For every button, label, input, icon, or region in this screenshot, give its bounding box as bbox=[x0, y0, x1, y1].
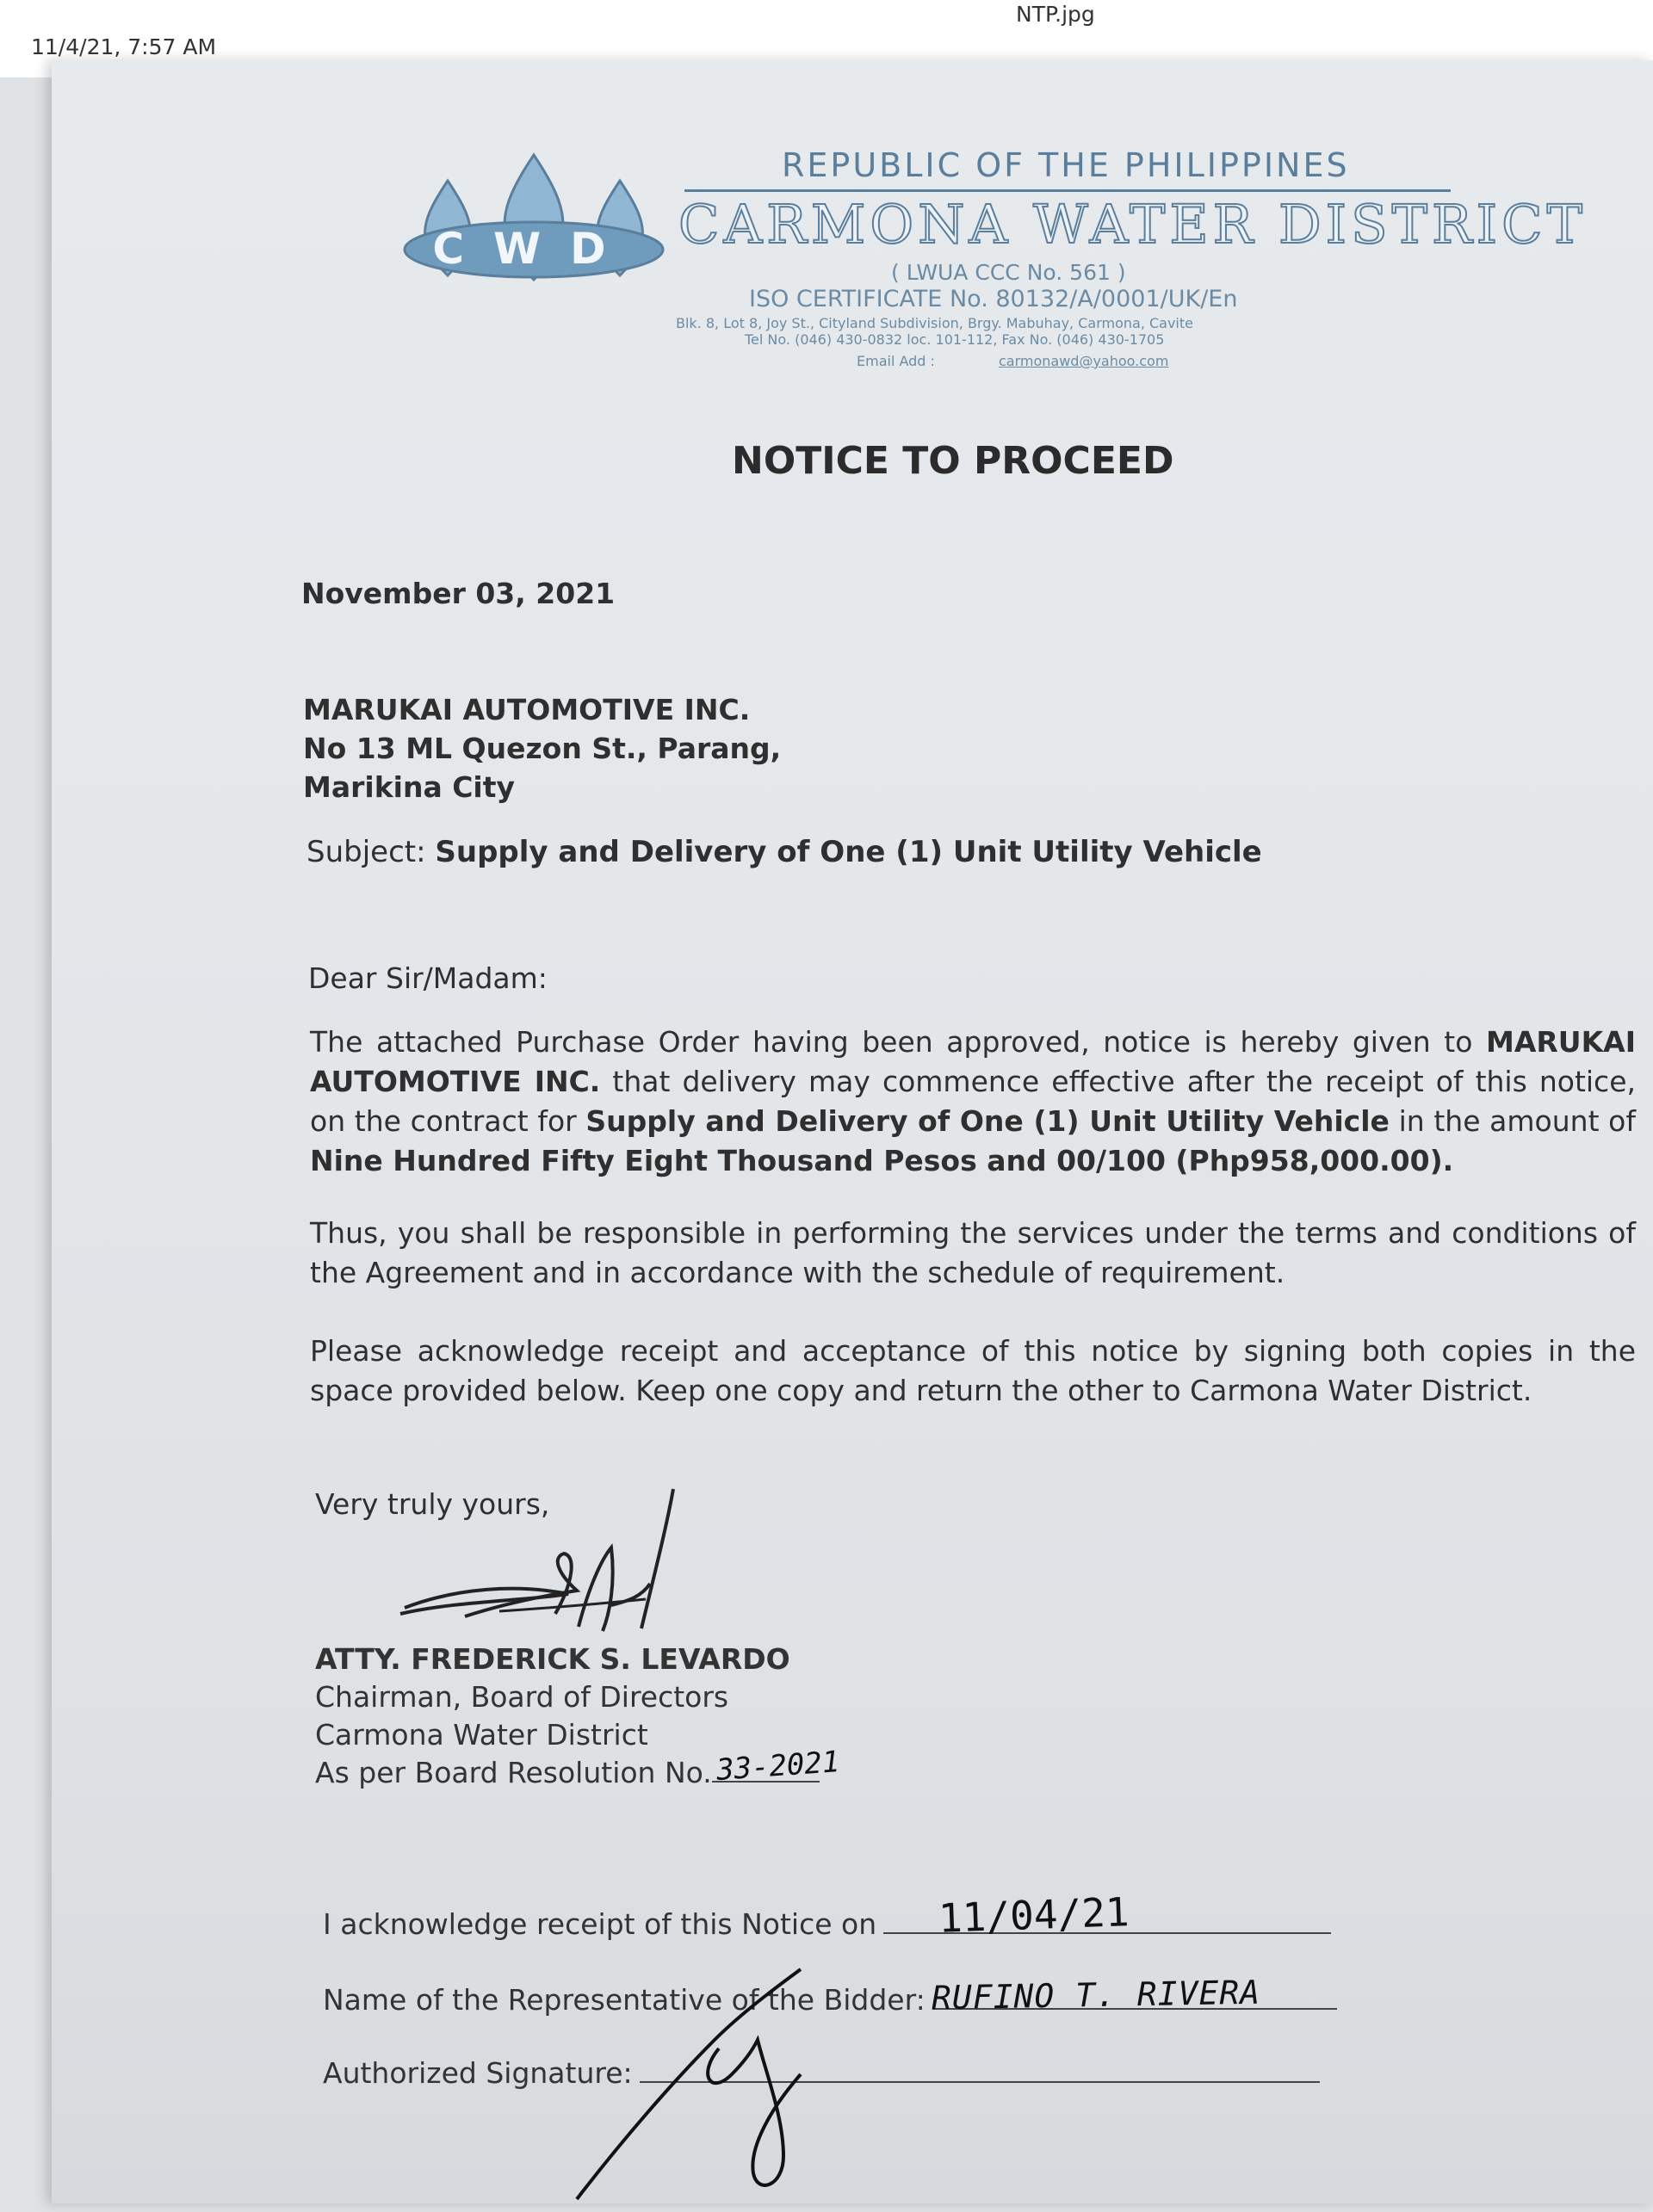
signatory-position: Chairman, Board of Directors bbox=[315, 1680, 729, 1714]
document-page bbox=[52, 60, 1653, 2203]
resolution-number-handwritten: 33-2021 bbox=[715, 1745, 841, 1788]
print-date: 11/4/21, 7:57 AM bbox=[31, 34, 217, 59]
authorized-signature-label: Authorized Signature: bbox=[323, 2056, 633, 2090]
p1-bold-amount: Nine Hundred Fifty Eight Thousand Pesos and 00/100 (Php958,000.00). bbox=[310, 1144, 1454, 1177]
letter-date: November 03, 2021 bbox=[301, 577, 616, 610]
p1-text-2: that delivery may commence effective after the receipt of this notice, on the contract for bbox=[310, 1065, 1636, 1138]
recipient-name: MARUKAI AUTOMOTIVE INC. bbox=[303, 693, 751, 726]
republic-heading: REPUBLIC OF THE PHILIPPINES bbox=[782, 146, 1350, 184]
chairman-signature-icon bbox=[353, 1455, 715, 1661]
document-title: NOTICE TO PROCEED bbox=[732, 439, 1174, 483]
recipient-block bbox=[303, 690, 781, 806]
receipt-row bbox=[323, 1906, 1331, 1941]
signatory-name: ATTY. FREDERICK S. LEVARDO bbox=[315, 1642, 790, 1676]
iso-certificate: ISO CERTIFICATE No. 80132/A/0001/UK/En bbox=[749, 286, 1238, 312]
cwd-logo-icon bbox=[396, 146, 672, 288]
district-address: Blk. 8, Lot 8, Joy St., Cityland Subdivision, Brgy. Mabuhay, Carmona, Cavite bbox=[676, 315, 1193, 331]
representative-label: Name of the Representative of the Bidder: bbox=[323, 1983, 926, 2017]
receipt-label: I acknowledge receipt of this Notice on bbox=[323, 1907, 877, 1941]
p1-text-3: in the amount of bbox=[1389, 1104, 1636, 1138]
p1-text-1: The attached Purchase Order having been approved, notice is hereby given to bbox=[310, 1025, 1487, 1059]
body-paragraph-2: Thus, you shall be responsible in performing the services under the terms and conditions of the Agreement and in accordance with the schedule of requirement. bbox=[310, 1216, 1636, 1289]
body-paragraph-3: Please acknowledge receipt and acceptance of this notice by signing both copies in the space provided below. Keep one copy and return the other to Carmona Water District. bbox=[310, 1334, 1636, 1407]
email-label: Email Add : bbox=[857, 353, 935, 369]
receipt-date-handwritten: 11/04/21 bbox=[938, 1888, 1130, 1942]
subject-line bbox=[306, 835, 1262, 869]
district-email: carmonawd@yahoo.com bbox=[999, 353, 1169, 369]
salutation: Dear Sir/Madam: bbox=[308, 961, 548, 995]
representative-signature-icon bbox=[568, 1954, 852, 2212]
subject-label: Subject: bbox=[306, 835, 426, 869]
lwua-number: ( LWUA CCC No. 561 ) bbox=[891, 260, 1126, 285]
header-divider bbox=[684, 189, 1451, 192]
subject-text: Supply and Delivery of One (1) Unit Utility Vehicle bbox=[435, 835, 1262, 869]
cwd-logo-text: CWD bbox=[432, 224, 635, 274]
p1-bold-company: MARUKAI AUTOMOTIVE INC. bbox=[310, 1025, 1636, 1098]
recipient-address-1: No 13 ML Quezon St., Parang, bbox=[303, 732, 782, 765]
district-name: CARMONA WATER DISTRICT bbox=[678, 193, 1587, 256]
resolution-label: As per Board Resolution No. bbox=[315, 1756, 712, 1789]
recipient-address-2: Marikina City bbox=[303, 770, 516, 804]
body-paragraph-1 bbox=[310, 1023, 1636, 1181]
representative-name-handwritten: RUFINO T. RIVERA bbox=[931, 1973, 1261, 2017]
closing: Very truly yours, bbox=[315, 1487, 550, 1521]
district-phone: Tel No. (046) 430-0832 loc. 101-112, Fax No. (046) 430-1705 bbox=[745, 331, 1165, 348]
p1-bold-contract: Supply and Delivery of One (1) Unit Utility Vehicle bbox=[585, 1104, 1390, 1138]
signatory-org: Carmona Water District bbox=[315, 1718, 648, 1752]
file-name: NTP.jpg bbox=[1016, 2, 1095, 27]
